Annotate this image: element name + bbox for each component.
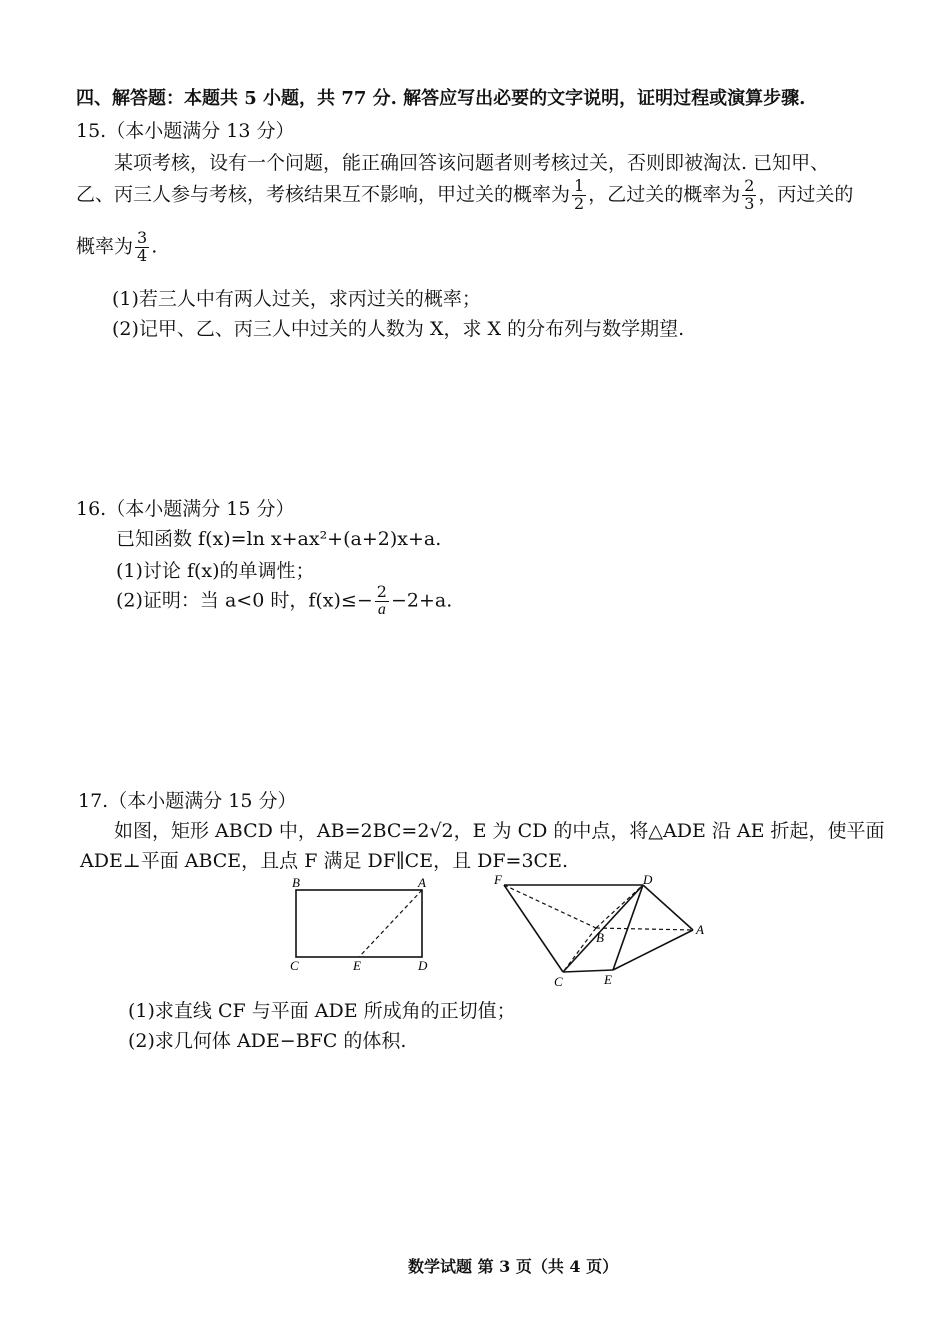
rectangle-abcd <box>296 890 422 957</box>
q17-part1: (1)求直线 CF 与平面 ADE 所成角的正切值； <box>128 1000 516 1022</box>
label-c2: C <box>554 974 563 989</box>
q15-part2: (2)记甲、乙、丙三人中过关的人数为 X，求 X 的分布列与数学期望. <box>112 318 685 340</box>
label-e: E <box>353 958 361 973</box>
q15-line1: 某项考核，设有一个问题，能正确回答该问题者则考核过关，否则即被淘汰. 已知甲、 <box>114 152 830 174</box>
q15-line2-text-c: ，丙过关的 <box>758 183 854 206</box>
q15-line2 <box>76 178 853 213</box>
label-d2: D <box>643 872 653 887</box>
fraction-two-over-a: $\frac{2}{a}$ <box>376 582 387 618</box>
label-c: C <box>290 958 299 973</box>
fraction-half: $\frac{1}{2}$ <box>574 176 585 213</box>
fraction-three-quarters: $\frac{3}{4}$ <box>137 228 148 265</box>
label-a2: A <box>696 922 704 937</box>
q15-line3: 概率为 $\frac{3}{4}$ . <box>76 228 158 265</box>
page-footer: 数学试题 第 3 页（共 4 页） <box>408 1257 619 1276</box>
section-heading: 四、解答题：本题共 5 小题，共 77 分. 解答应写出必要的文字说明，证明过程或演算步骤. <box>76 88 806 109</box>
segment-ae <box>359 890 422 957</box>
q16-part1: (1)讨论 f(x)的单调性； <box>116 560 315 582</box>
label-b: B <box>292 875 300 890</box>
q15-line2-text-b: ，乙过关的概率为 <box>588 183 741 206</box>
q15-header: 15.（本小题满分 13 分） <box>76 120 295 142</box>
label-b2: B <box>596 930 604 945</box>
q17-header: 17.（本小题满分 15 分） <box>78 790 297 812</box>
q16-header: 16.（本小题满分 15 分） <box>76 498 295 520</box>
q17-part2: (2)求几何体 ADE−BFC 的体积. <box>128 1030 407 1052</box>
q16-given: 已知函数 f(x)=ln x+ax²+(a+2)x+a. <box>116 528 442 550</box>
label-e2: E <box>604 972 612 987</box>
q16-part2: (2)证明：当 a<0 时，f(x)≤− $\frac{2}{a}$ −2+a. <box>116 582 453 618</box>
label-a: A <box>418 875 426 890</box>
q17-line2: ADE⊥平面 ABCE，且点 F 满足 DF∥CE，且 DF=3CE. <box>80 850 568 872</box>
q15-line2-text-a: 乙、丙三人参与考核，考核结果互不影响，甲过关的概率为 <box>76 183 571 206</box>
q17-line1: 如图，矩形 ABCD 中，AB=2BC=2√2，E 为 CD 的中点，将△ADE 沿 AE 折起，使平面 <box>114 820 885 842</box>
figure-solid <box>488 870 710 990</box>
label-f: F <box>494 872 502 887</box>
figure-rectangle <box>280 874 440 974</box>
label-d: D <box>418 958 428 973</box>
fraction-two-thirds: $\frac{2}{3}$ <box>744 176 755 213</box>
q15-part1: (1)若三人中有两人过关，求丙过关的概率； <box>112 288 481 310</box>
